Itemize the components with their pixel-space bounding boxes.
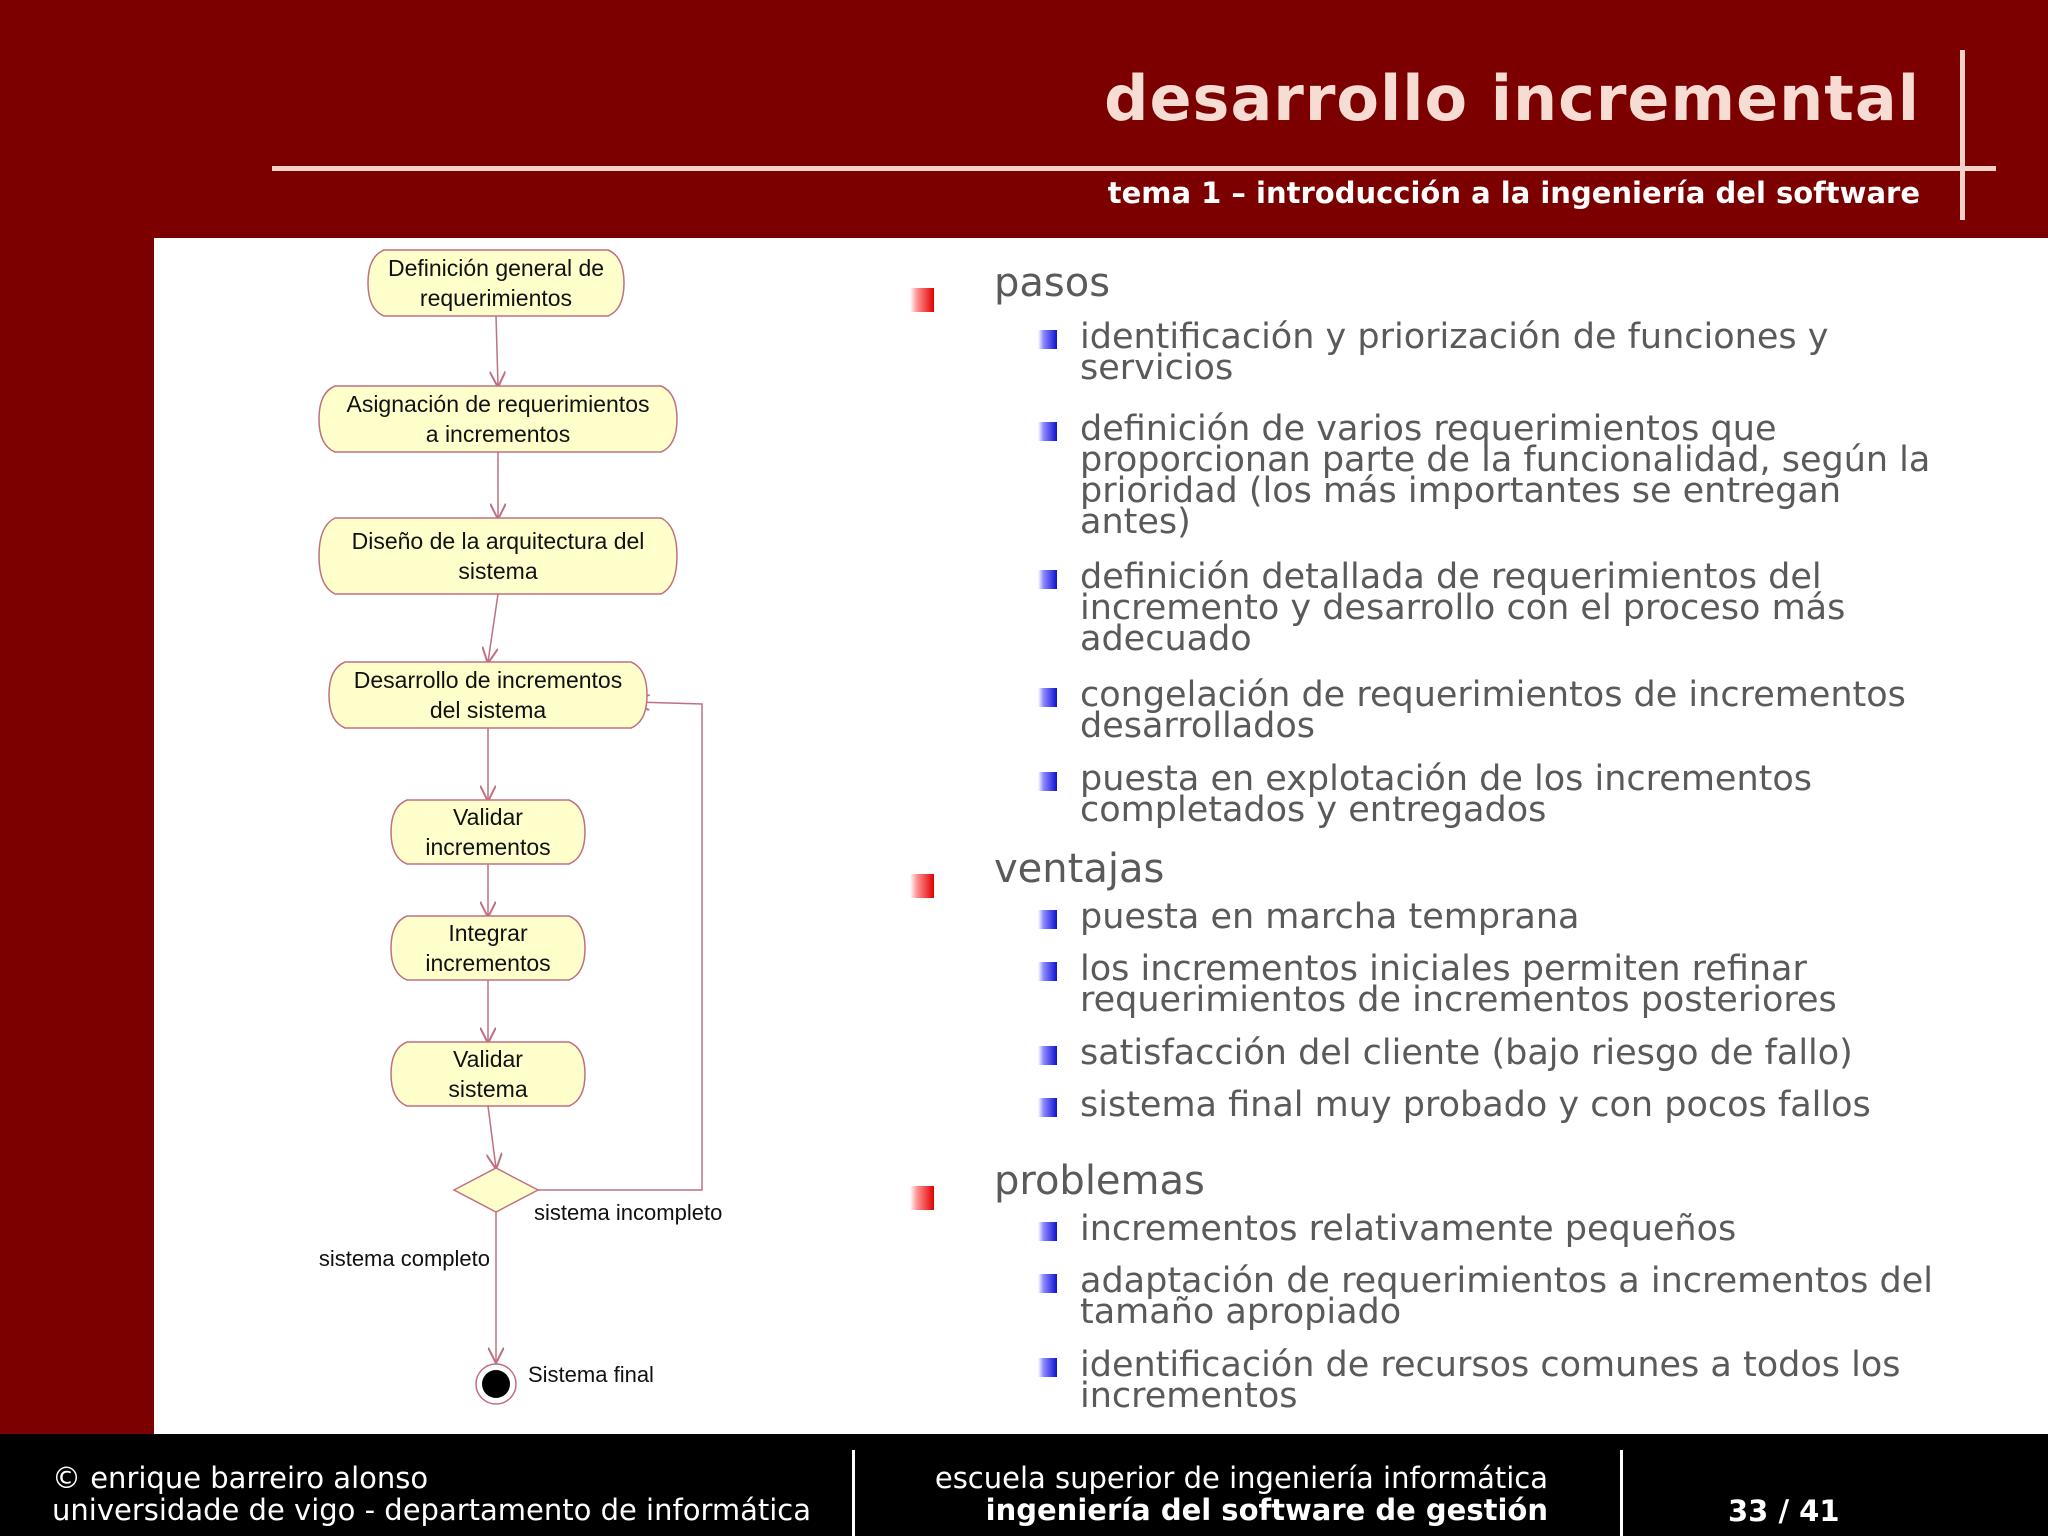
activity-label: a incrementos — [425, 421, 571, 447]
list-item: puesta en explotación de los incrementos completados y entregados — [1080, 759, 1813, 830]
footer-center — [935, 1462, 1548, 1526]
item-bullet-icon — [1038, 1098, 1057, 1117]
list-item: definición detallada de requerimientos del incremento y desarrollo con el proceso más adecuado — [1080, 557, 1846, 659]
item-bullet-icon — [1038, 1274, 1057, 1293]
item-bullet-icon — [1038, 688, 1057, 707]
activity-label: Definición general de — [387, 255, 605, 281]
list-item: identificación y priorización de funciones y servicios — [1080, 317, 1829, 388]
footer-course: ingeniería del software de gestión — [985, 1493, 1548, 1527]
activity-label: requerimientos — [419, 285, 573, 311]
footer-divider — [852, 1450, 855, 1536]
item-bullet-icon — [1038, 422, 1057, 441]
item-bullet-icon — [1038, 1358, 1057, 1377]
activity-label: Asignación de requerimientos — [346, 391, 650, 417]
list-item: incrementos relativamente pequeños — [1080, 1209, 1737, 1249]
list-item: los incrementos iniciales permiten refinar requerimientos de incrementos posteriores — [1080, 949, 1837, 1020]
item-bullet-icon — [1038, 1046, 1057, 1065]
item-bullet-icon — [1038, 330, 1057, 349]
footer-divider — [1620, 1450, 1623, 1536]
section-heading: ventajas — [994, 846, 1165, 892]
item-bullet-icon — [1038, 772, 1057, 791]
item-bullet-icon — [1038, 910, 1057, 929]
section-bullet-icon — [910, 288, 934, 312]
guard-complete-label: sistema completo — [318, 1246, 490, 1271]
activity-label: Validar — [453, 1046, 523, 1072]
final-label: Sistema final — [528, 1362, 654, 1387]
footer-school: escuela superior de ingeniería informática — [934, 1461, 1548, 1495]
footer — [0, 1434, 2048, 1536]
list-item: adaptación de requerimientos a incrementos del tamaño apropiado — [1080, 1261, 1933, 1332]
title-vertical-rule — [1960, 50, 1965, 220]
list-item: definición de varios requerimientos que proporcionan parte de la funcionalidad, según la prioridad (los más importantes se entregan antes) — [1080, 409, 1931, 542]
item-bullet-icon — [1038, 570, 1057, 589]
page-number: 33 / 41 — [1728, 1494, 1840, 1528]
bullet-list — [154, 238, 2048, 1434]
footer-left — [52, 1462, 811, 1526]
slide-subtitle: tema 1 – introducción a la ingeniería del software — [1107, 176, 1920, 210]
activity-label: sistema — [458, 558, 538, 584]
footer-author: © enrique barreiro alonso — [52, 1461, 429, 1495]
list-item: puesta en marcha temprana — [1080, 897, 1580, 937]
item-bullet-icon — [1038, 1222, 1057, 1241]
section-heading: problemas — [994, 1158, 1205, 1204]
section-bullet-icon — [910, 874, 934, 898]
guard-incomplete-label: sistema incompleto — [534, 1200, 723, 1225]
section-bullet-icon — [910, 1186, 934, 1210]
title-rule — [272, 166, 1996, 171]
list-item: identificación de recursos comunes a todos los incrementos — [1080, 1345, 1901, 1416]
footer-department: universidade de vigo - departamento de informática — [52, 1493, 812, 1527]
activity-label: del sistema — [429, 697, 547, 723]
activity-label: Integrar — [448, 920, 528, 946]
activity-label: incrementos — [425, 950, 551, 976]
list-item: sistema final muy probado y con pocos fallos — [1080, 1085, 1871, 1125]
activity-label: incrementos — [425, 834, 551, 860]
content-panel — [154, 238, 2048, 1434]
item-bullet-icon — [1038, 962, 1057, 981]
section-heading: pasos — [994, 260, 1111, 306]
activity-label: Desarrollo de incrementos — [353, 667, 623, 693]
activity-label: sistema — [448, 1076, 528, 1102]
activity-label: Diseño de la arquitectura del — [351, 528, 645, 554]
activity-label: Validar — [453, 804, 523, 830]
slide-title: desarrollo incremental — [1104, 62, 1920, 135]
list-item: congelación de requerimientos de incrementos desarrollados — [1080, 675, 1906, 746]
list-item: satisfacción del cliente (bajo riesgo de fallo) — [1080, 1033, 1853, 1073]
